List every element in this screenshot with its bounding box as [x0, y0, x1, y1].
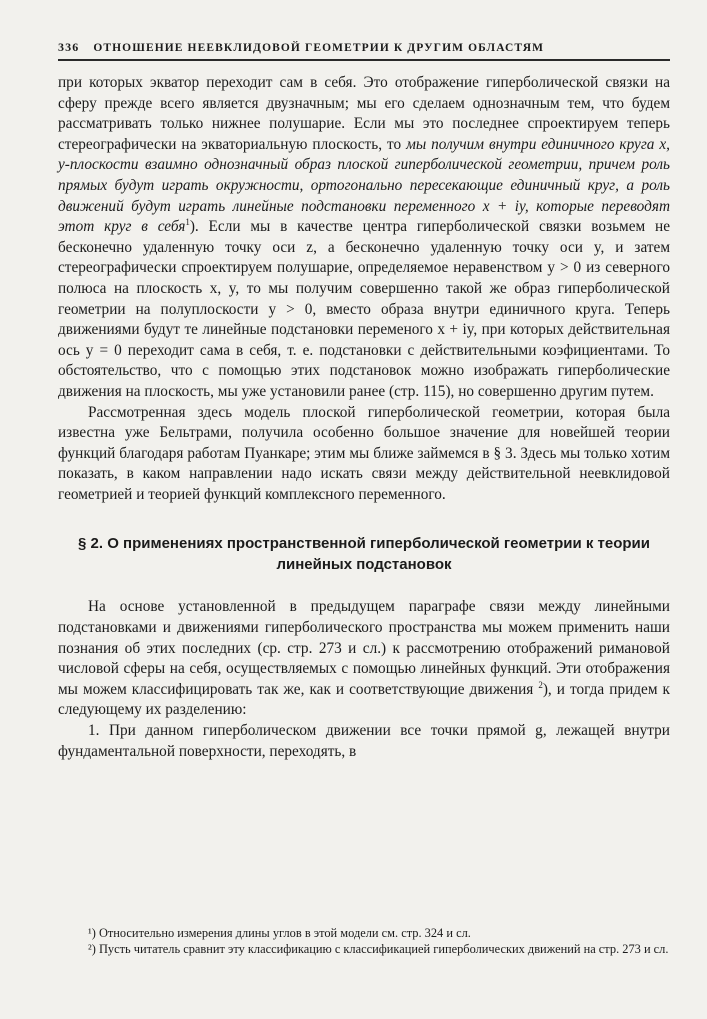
footnote-ref-1: 1	[185, 217, 190, 228]
page	[58, 40, 670, 762]
page-number: 336	[58, 40, 80, 54]
running-header	[58, 40, 670, 61]
footnote-ref-2: 2	[538, 679, 543, 690]
paragraph-1	[58, 73, 670, 403]
paragraph-3-text-a: На основе установленной в предыдущем параграфе связи между линейными подстановками и движениями гиперболического пространства мы можем применить наши познания об этих последних (ср. стр. 273 и сл.) к рассмотрению отображений римановой числовой сферы на себя, осуществляемых с помощью линейных функций. Эти отображения мы можем классифицировать так же, как и соответствующие движения	[58, 598, 670, 698]
paragraph-2: Рассмотренная здесь модель плоской гиперболической геометрии, которая была известна уже Бельтрами, получила особенно большое значение для новейшей теории функций благодаря работам Пуанкаре; этим мы ближе займемся в § 3. Здесь мы только хотим показать, в каком направлении надо искать связи между действительной неевклидовой геометрией и теорией функций комплексного переменного.	[58, 403, 670, 503]
section-title: § 2. О применениях пространственной гиперболической геометрии к теории линейных подстановок	[78, 535, 650, 574]
footnote-1: ¹) Относительно измерения длины углов в этой модели см. стр. 324 и сл.	[88, 926, 471, 940]
paragraph-1-text-b: ). Если мы в качестве центра гиперболической связки возьмем не бесконечно удаленную точку оси z, а бесконечно удаленную точку оси y, и затем стереографически спроектируем полушарие, определяемое неравенством y > 0 из северного полюса на плоскость x, y, то мы получим совершенно такой же образ гиперболической геометрии на полуплоскости y > 0, вместо образа внутри единичного круга. Теперь движениями будут те линейные подстановки переменого x + iy, при которых действительная ось y = 0 переходит сама в себя, т. е. подстановки с действительными коэфициентами. То обстоятельство, что с помощью этих подстановок можно изображать гиперболические движения на плоскость, мы уже установили ранее (стр. 115), но совершенно другим путем.	[58, 218, 670, 400]
paragraph-3	[58, 597, 670, 721]
paragraph-4: 1. При данном гиперболическом движении все точки прямой g, лежащей внутри фундаментальной поверхности, переходять, в	[58, 722, 670, 760]
paragraph-3-text-b: ), и тогда придем к следующему их разделению:	[58, 680, 670, 719]
paragraph-1-italic: мы получим внутри единичного круга x, y-плоскости взаимно однозначный образ плоской гиперболической геометрии, причем роль прямых будут играть окружности, ортогонально пересекающие единичный круг, а роль движений будут играть линейные подстановки переменного x + iy, которые переводят этот круг в себя	[58, 135, 671, 236]
running-title: ОТНОШЕНИЕ НЕЕВКЛИДОВОЙ ГЕОМЕТРИИ К ДРУГИМ ОБЛАСТЯМ	[93, 42, 545, 54]
footnote-2: ²) Пусть читатель сравнит эту классификацию с классификацией гиперболических движений на стр. 273 и сл.	[88, 942, 669, 956]
paragraph-1-text-a: при которых экватор переходит сам в себя. Это отображение гиперболической связки на сферу прежде всего является двузначным; мы его сделаем однозначным тем, что будем рассматривать только нижнее полушарие. Если мы это последнее спроектируем теперь стереографически на экваториальную плоскость, то	[58, 74, 670, 153]
footnotes	[58, 925, 670, 957]
page-body	[58, 73, 670, 762]
